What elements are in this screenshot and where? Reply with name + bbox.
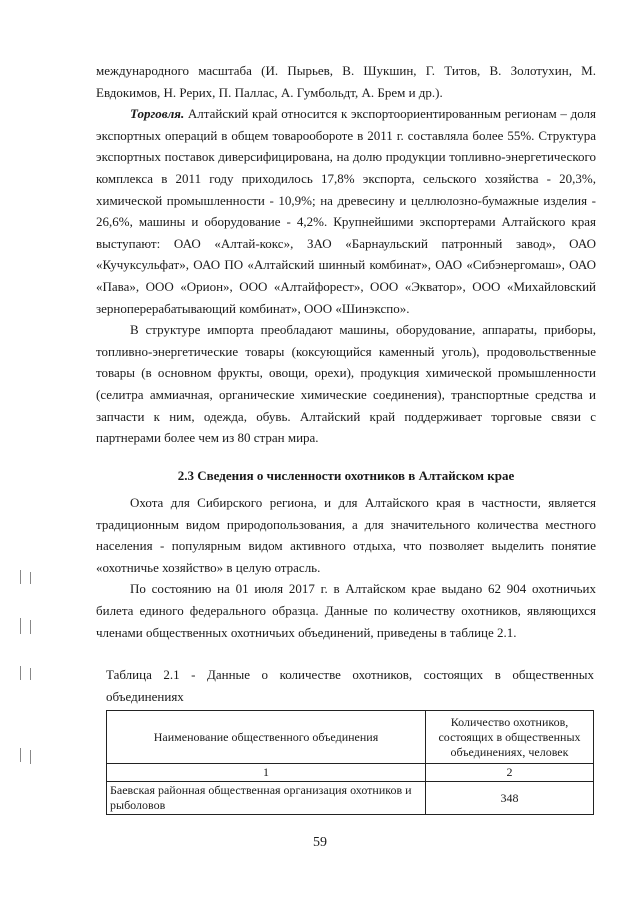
page-number: 59 [313, 835, 327, 850]
table-number-row [107, 764, 594, 782]
trade-paragraph [96, 103, 596, 319]
section-heading: 2.3 Сведения о численности охотников в Алтайском крае [177, 468, 515, 483]
trade-text: Алтайский край относится к экспортоориентированным регионам – доля экспортных операций в общем товарообороте в 2011 г. составляла более 55%. Структура экспортных поставок диверсифицирована, на долю продукции топливно-энергетического комплекса в 2011 году приходилось 17,8% экспорта, сельского хозяйства - 20,3%, химической промышленности - 10,9%; на древесину и целлюлозно-бумажные изделия - 26,6%, машины и оборудование - 4,2%. Крупнейшими экспортерами Алтайского края выступают: ОАО «Алтай-кокс», ЗАО «Барнаульский патронный завод», ОАО «Кучуксульфат», ОАО ПО «Алтайский шинный комбинат», ОАО «Сибэнергомаш», ОАО «Пава», ООО «Орион», ООО «Алтайфорест», ООО «Экватор», ООО «Михайловский зерноперерабатывающий комбинат», ООО «Шинэкспо». [96, 106, 596, 316]
body-text-section [96, 492, 596, 643]
row-count-cell: 348 [426, 782, 594, 815]
table-row [107, 782, 594, 815]
table-header-row [107, 711, 594, 764]
header-name-cell: Наименование общественного объединения [107, 711, 426, 764]
section-paragraph-1: Охота для Сибирского региона, и для Алтайского края в частности, является традиционным видом природопользования, а для значительного количества местного населения - популярным видом активного отдыха, что позволяет выделить понятие «охотничье хозяйство» в целую отрасль. [96, 495, 596, 575]
column-number-2: 2 [426, 764, 594, 782]
trade-lead: Торговля. [130, 106, 185, 122]
column-number-1: 1 [107, 764, 426, 782]
table-caption: Таблица 2.1 - Данные о количестве охотников, состоящих в общественных объединениях [106, 667, 594, 704]
continuation-paragraph: международного масштаба (И. Пырьев, В. Шукшин, Г. Титов, В. Золотухин, М. Евдокимов, Н. Рерих, П. Паллас, А. Гумбольдт, А. Брем и др.). [96, 63, 596, 100]
body-text-top [96, 60, 596, 449]
header-count-cell: Количество охотников, состоящих в общественных объединениях, человек [426, 711, 594, 764]
row-name-cell: Баевская районная общественная организация охотников и рыболовов [107, 782, 426, 815]
binding-marks [18, 570, 40, 770]
imports-paragraph: В структуре импорта преобладают машины, оборудование, аппараты, приборы, топливно-энергетические товары (коксующийся каменный уголь), продовольственные товары (в основном фрукты, овощи, орехи), продукция химической промышленности (селитра аммиачная, органические химические соединения), транспортные средства и запчасти к ним, одежда, обувь. Алтайский край поддерживает торговые связи с партнерами более чем из 80 стран мира. [96, 322, 596, 446]
section-paragraph-2: По состоянию на 01 июля 2017 г. в Алтайском крае выдано 62 904 охотничьих билета единого федерального образца. Данные по количеству охотников, являющихся членами общественных охотничьих объединений, приведены в таблице 2.1. [96, 581, 596, 640]
hunters-table [106, 710, 594, 815]
